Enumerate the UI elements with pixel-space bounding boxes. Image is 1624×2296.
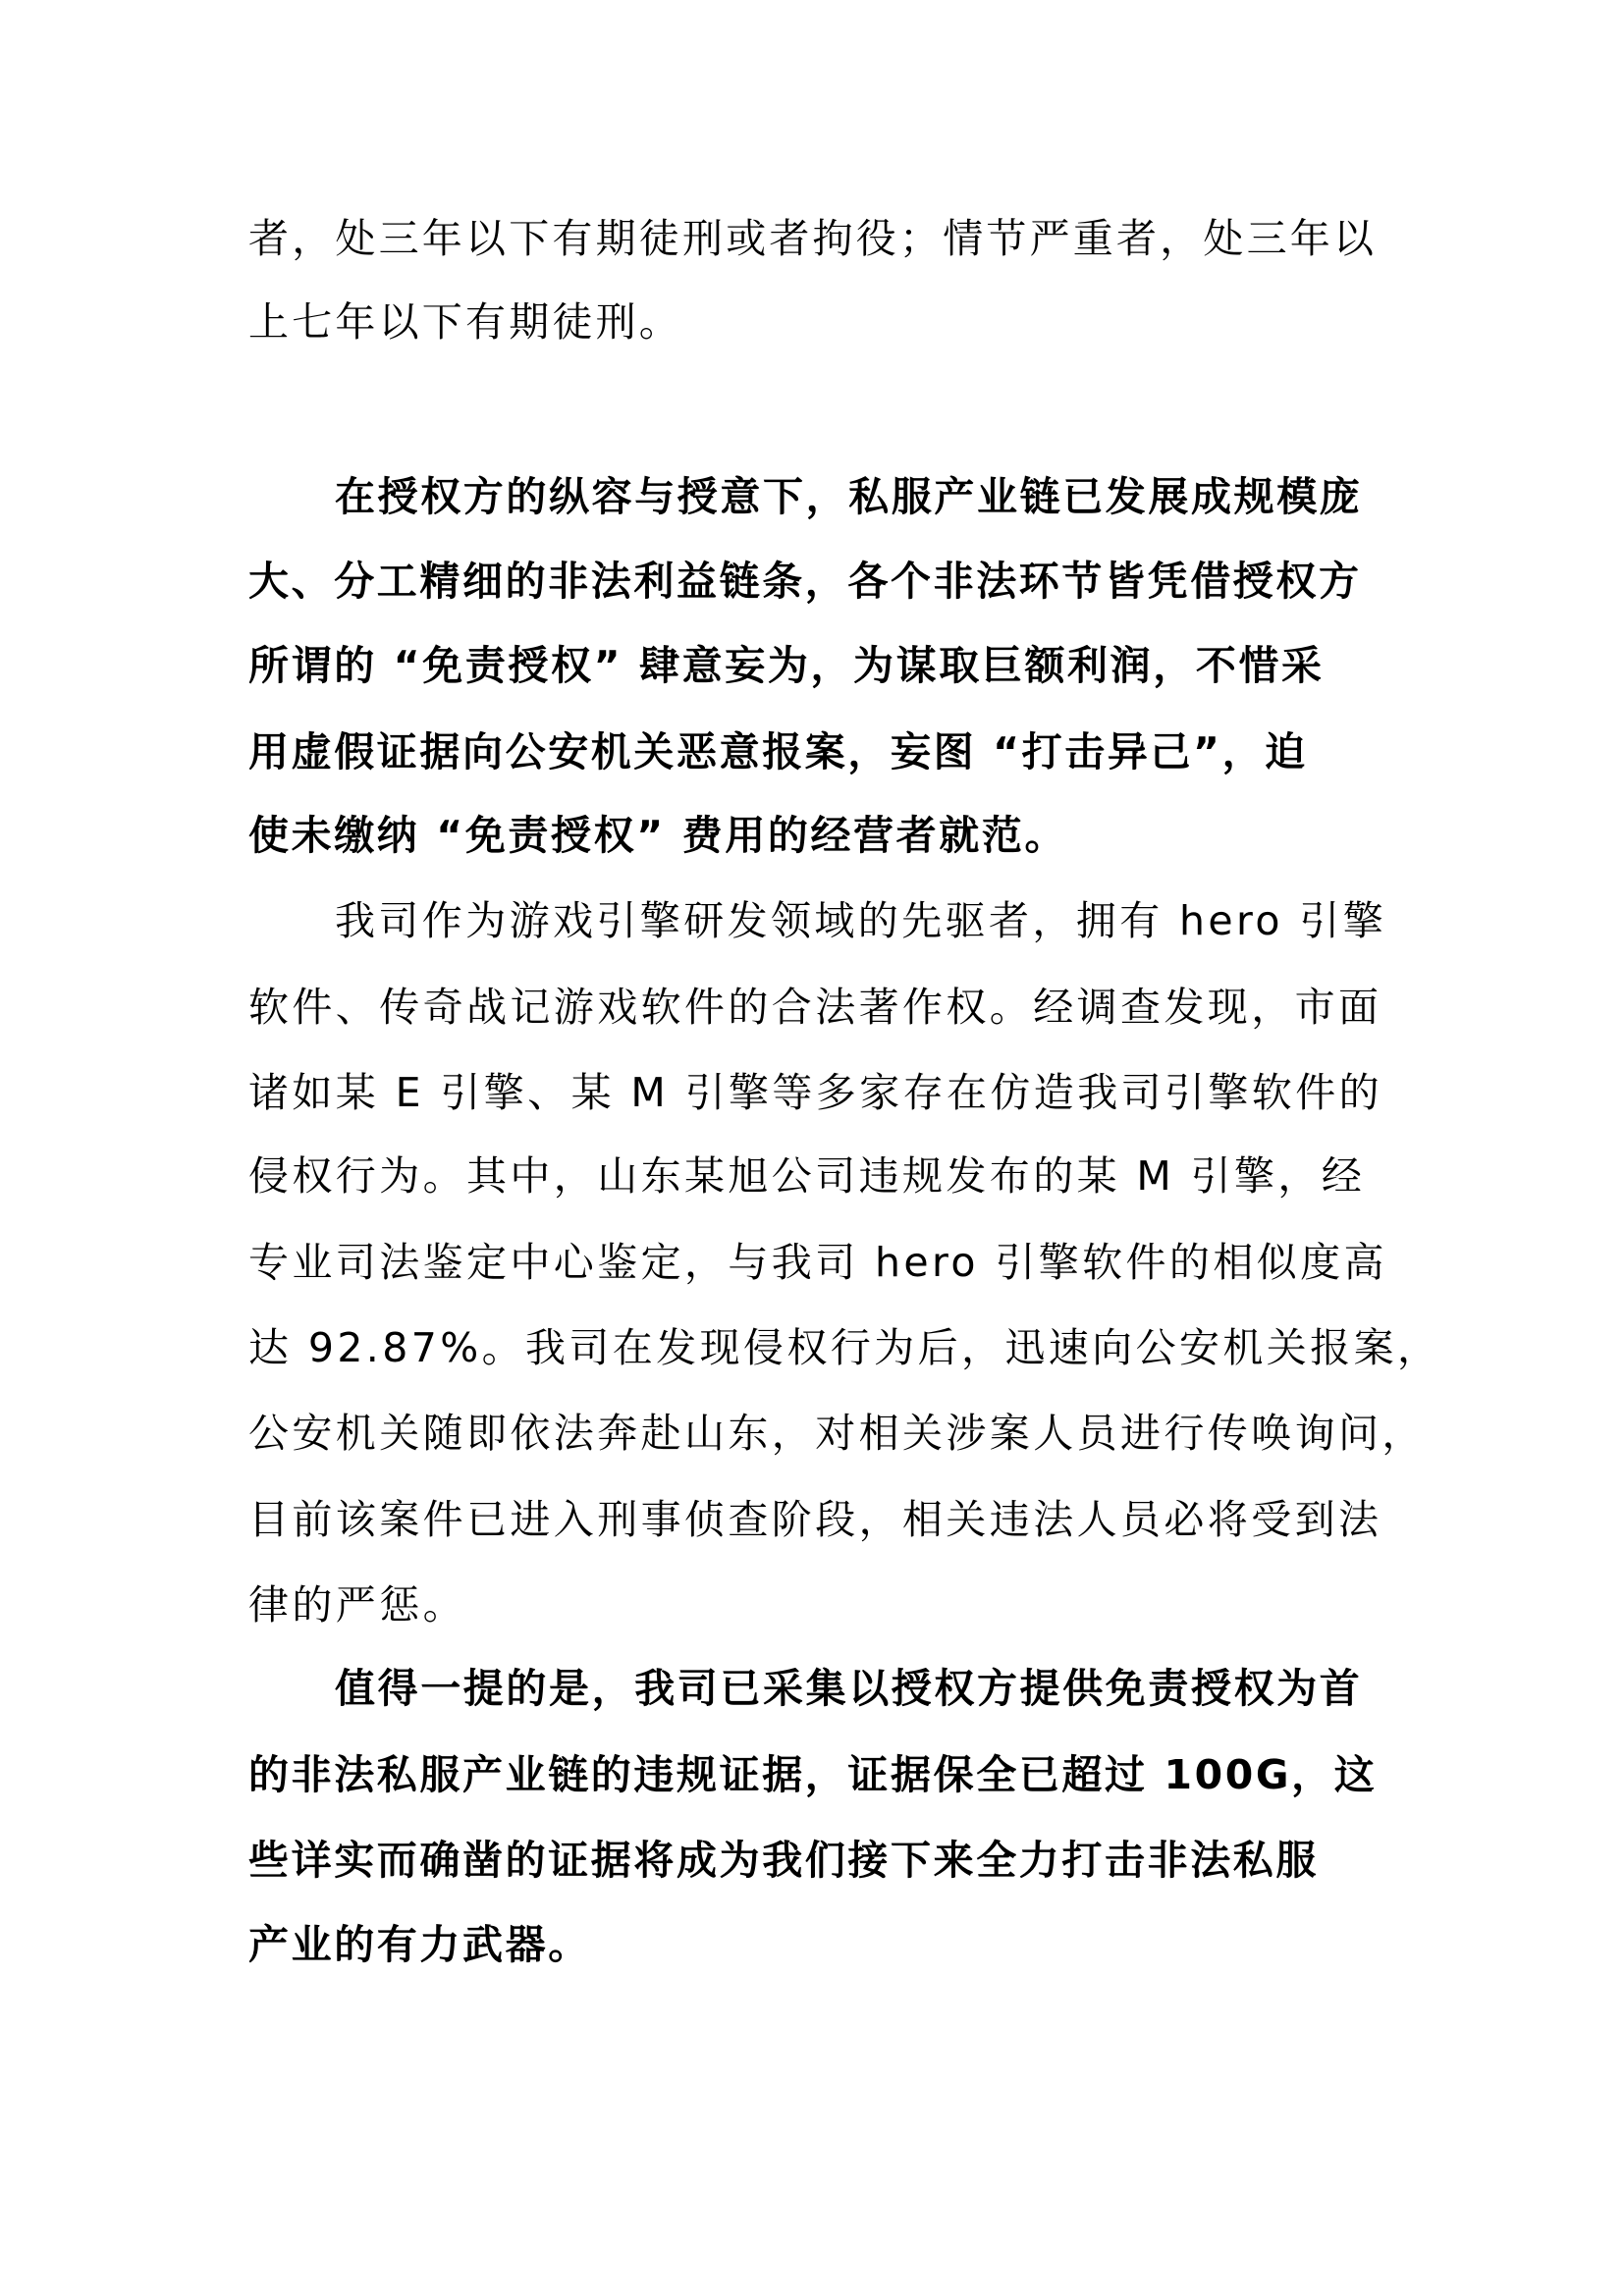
- text-line: 些详实而确凿的证据将成为我们接下来全力打击非法私服: [248, 1837, 1319, 1884]
- text-line: 专业司法鉴定中心鉴定，与我司 hero 引擎软件的相似度高: [248, 1239, 1387, 1286]
- text-line: 律的严惩。: [248, 1581, 466, 1629]
- text-line: 上七年以下有期徒刑。: [248, 298, 682, 346]
- text-line: 产业的有力武器。: [248, 1921, 591, 1968]
- text-line: 者，处三年以下有期徒刑或者拘役；情节严重者，处三年以: [248, 215, 1378, 262]
- text-line: 大、分工精细的非法利益链条，各个非法环节皆凭借授权方: [248, 558, 1362, 605]
- text-line: 诸如某 E 引擎、某 M 引擎等多家存在仿造我司引擎软件的: [248, 1069, 1383, 1116]
- text-line: 用虚假证据向公安机关恶意报案，妄图 “打击异己”，迫: [248, 728, 1308, 775]
- text-line: 值得一提的是，我司已采集以授权方提供免责授权为首: [335, 1665, 1363, 1712]
- text-line: 侵权行为。其中，山东某旭公司违规发布的某 M 引擎，经: [248, 1152, 1366, 1200]
- text-line: 所谓的 “免责授权” 肆意妄为，为谋取巨额利润，不惜采: [248, 642, 1325, 689]
- text-line: 的非法私服产业链的违规证据，证据保全已超过 100G，这: [248, 1751, 1378, 1798]
- text-line: 达 92.87%。我司在发现侵权行为后，迅速向公安机关报案，: [248, 1324, 1441, 1371]
- text-line: 软件、传奇战记游戏软件的合法著作权。经调查发现，市面: [248, 984, 1382, 1031]
- text-line: 使未缴纳 “免责授权” 费用的经营者就范。: [248, 812, 1068, 859]
- text-line: 我司作为游戏引擎研发领域的先驱者，拥有 hero 引擎: [335, 897, 1387, 944]
- text-line: 在授权方的纵容与授意下，私服产业链已发展成规模庞: [335, 473, 1363, 520]
- text-line: 目前该案件已进入刑事侦查阶段，相关违法人员必将受到法: [248, 1496, 1382, 1543]
- text-line: 公安机关随即依法奔赴山东，对相关涉案人员进行传唤询问，: [248, 1410, 1426, 1457]
